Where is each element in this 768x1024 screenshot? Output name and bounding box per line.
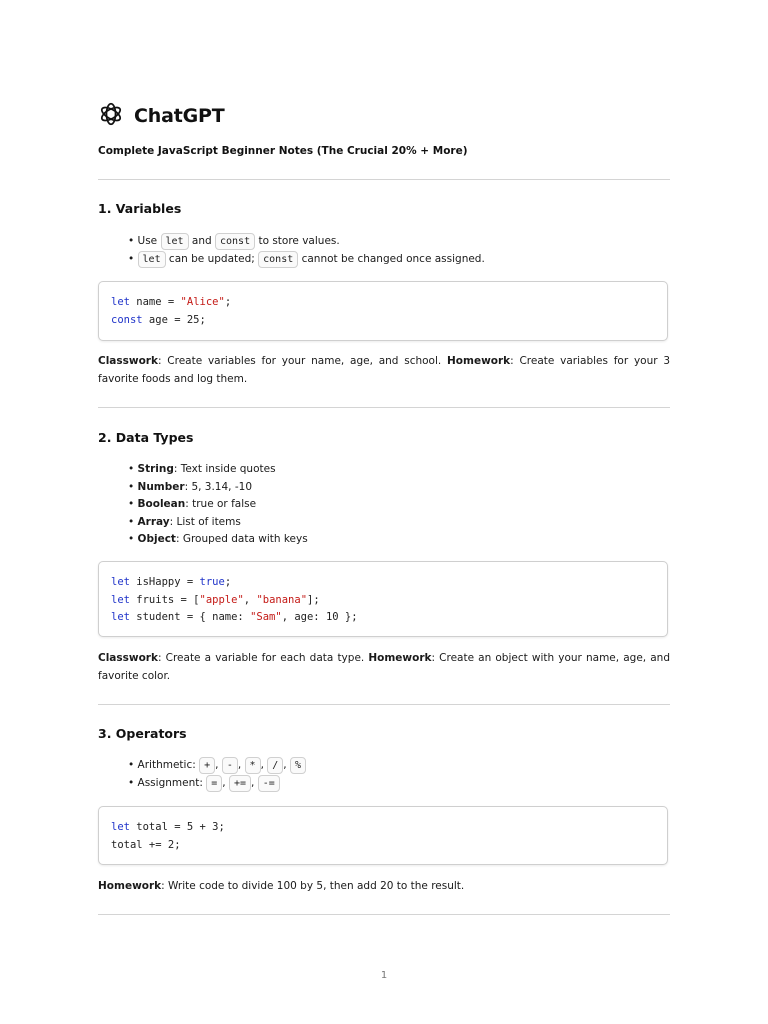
code-keyword: let <box>111 821 130 833</box>
code-text: student = { name: <box>129 611 251 624</box>
paragraph-text: : Create variables for your 3 favorite foods and log them. <box>98 355 671 385</box>
separator: , <box>215 759 222 771</box>
code-string: "banana" <box>256 593 308 606</box>
assignment-paragraph-data-types <box>98 649 670 685</box>
paragraph-text: : Create a variable for each data type. <box>157 652 369 664</box>
code-keyword: let <box>111 611 130 624</box>
paragraph-label: Homework <box>368 652 432 664</box>
list-item: • let can be updated; const cannot be changed once assigned. <box>128 251 485 269</box>
divider <box>98 407 670 408</box>
list-item: • Object: Grouped data with keys <box>128 531 308 549</box>
list-item: • Arithmetic: + , - , * , / , % <box>128 757 306 775</box>
code-line <box>111 312 655 330</box>
code-text: ; <box>224 296 232 308</box>
paragraph-text: : Create variables for your name, age, and school. <box>157 355 448 367</box>
page-number: 1 <box>380 970 388 981</box>
list-item: • Assignment: = , += , -= <box>128 775 306 793</box>
section-heading-data-types: 2. Data Types <box>98 430 194 445</box>
code-string: "Alice" <box>180 296 225 308</box>
list-item: • Use let and const to store values. <box>128 233 485 251</box>
inline-code: % <box>290 757 306 774</box>
code-keyword: let <box>111 576 130 588</box>
divider <box>98 704 670 705</box>
document-title: Complete JavaScript Beginner Notes (The Crucial 20% + More) <box>98 145 468 157</box>
inline-code: = <box>206 775 222 792</box>
code-line <box>111 592 655 610</box>
separator: , <box>260 759 268 771</box>
code-string: "apple" <box>199 593 244 606</box>
assignment-paragraph-variables <box>98 352 670 388</box>
code-text: , age: 10 }; <box>281 611 358 624</box>
code-text: fruits = [ <box>129 593 200 606</box>
inline-code: -= <box>258 775 280 792</box>
list-item: • Boolean: true or false <box>128 496 308 514</box>
code-block-operators <box>98 806 668 865</box>
code-text: total = 5 + 3; <box>129 821 225 833</box>
code-keyword: const <box>111 313 143 326</box>
code-keyword: let <box>111 296 130 308</box>
paragraph-label: Classwork <box>98 355 158 367</box>
section-heading-operators: 3. Operators <box>98 726 187 741</box>
paragraph-text: : Write code to divide 100 by 5, then add 20 to the result. <box>161 880 465 892</box>
code-line <box>111 819 655 837</box>
code-keyword: true <box>199 576 225 588</box>
inline-code: const <box>215 233 255 250</box>
brand-name: ChatGPT <box>134 105 225 127</box>
operators-bullets <box>128 757 306 792</box>
paragraph-text: : Create an object with your name, age, and favorite color. <box>98 652 670 682</box>
inline-code: += <box>229 775 251 792</box>
chatgpt-logo <box>98 101 224 131</box>
code-text: ; <box>224 576 232 588</box>
assignment-paragraph-operators <box>98 877 670 895</box>
separator: , <box>237 759 245 771</box>
code-text: ]; <box>307 593 320 606</box>
inline-code: const <box>258 251 298 268</box>
code-keyword: let <box>111 593 130 606</box>
section-heading-variables: 1. Variables <box>98 201 182 216</box>
code-line <box>111 294 655 312</box>
openai-logo-icon <box>98 101 124 131</box>
separator: , <box>283 759 290 771</box>
list-item: • String: Text inside quotes <box>128 461 308 479</box>
separator: , <box>222 776 229 789</box>
inline-code: / <box>267 757 283 774</box>
inline-code: let <box>138 251 166 268</box>
data-types-bullets <box>128 461 308 549</box>
code-line <box>111 609 655 627</box>
code-line <box>111 837 655 855</box>
inline-code: * <box>245 757 261 774</box>
code-block-variables <box>98 281 668 341</box>
paragraph-label: Homework <box>447 355 511 367</box>
paragraph-label: Classwork <box>98 652 158 664</box>
code-string: "Sam" <box>250 611 282 624</box>
code-text: isHappy = <box>129 576 200 588</box>
variables-bullets <box>128 233 485 268</box>
list-item: • Array: List of items <box>128 514 308 532</box>
code-text: , <box>243 593 257 606</box>
divider <box>98 914 670 915</box>
separator: , <box>251 776 258 789</box>
divider <box>98 179 670 180</box>
list-item: • Number: 5, 3.14, -10 <box>128 479 308 497</box>
code-block-data-types <box>98 561 668 637</box>
inline-code: + <box>199 757 215 774</box>
code-text: name = <box>129 296 181 308</box>
inline-code: - <box>222 757 238 774</box>
code-line <box>111 574 655 592</box>
paragraph-label: Homework <box>98 880 162 892</box>
code-text: age = 25; <box>142 313 206 326</box>
code-text: total += 2; <box>111 838 181 851</box>
inline-code: let <box>161 233 189 250</box>
